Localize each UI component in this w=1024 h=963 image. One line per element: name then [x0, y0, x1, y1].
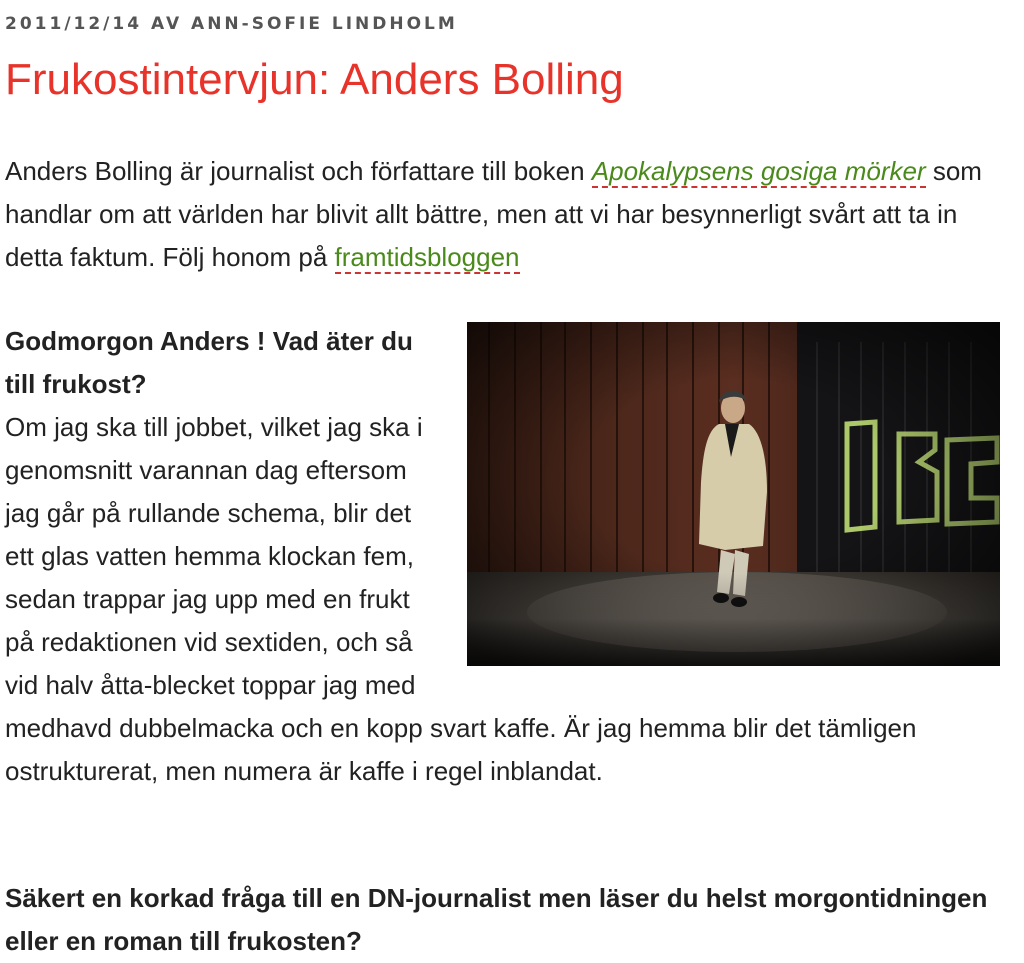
answer-1: Om jag ska till jobbet, vilket jag ska i genomsnitt varannan dag eftersom jag går på rullande schema, blir det ett glas vatten hemma klockan fem, sedan trappar jag upp med en frukt på redaktionen vid sextiden, och så vid halv åtta-blecket toppar jag med medhavd dubbelmacka och en kopp svart kaffe. Är jag hemma blir det tämligen ostrukturerat, men numera är kaffe i regel inblandat.	[5, 412, 917, 786]
intro-paragraph	[5, 150, 990, 279]
question-2: Säkert en korkad fråga till en DN-journalist men läser du helst morgontidningen eller en roman till frukosten?	[5, 883, 988, 956]
book-link[interactable]: Apokalypsens gosiga mörker	[591, 156, 926, 186]
blog-link[interactable]: framtidsbloggen	[334, 242, 520, 272]
post-title[interactable]: Frukostintervjun: Anders Bolling	[5, 55, 624, 104]
question-1: Godmorgon Anders ! Vad äter du till frukost?	[5, 326, 413, 399]
portrait-photo-graphic	[467, 322, 1000, 666]
qa-block-1	[5, 320, 1000, 793]
post-meta: 2011/12/14 AV ANN-SOFIE LINDHOLM	[5, 14, 458, 34]
portrait-photo	[467, 322, 1000, 666]
intro-text-middle: som handlar om att världen har blivit allt bättre, men att vi har besynnerligt svårt att ta in detta faktum. Följ honom på	[5, 156, 982, 272]
intro-text-before: Anders Bolling är journalist och författare till boken	[5, 156, 592, 186]
